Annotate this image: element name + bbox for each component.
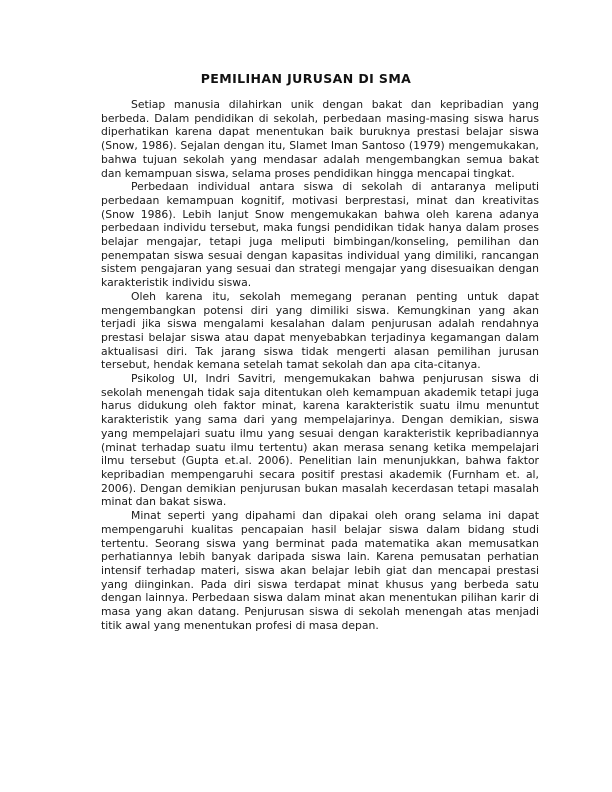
paragraph-2: Perbedaan individual antara siswa di sekolah di antaranya meliputi perbedaan kemampuan kognitif, motivasi berprestasi, minat dan kreativitas (Snow 1986). Lebih lanjut Snow mengemukakan bahwa oleh karena adanya perbedaan individu tersebut, maka fungsi pendidikan tidak hanya dalam proses belajar mengajar, tetapi juga meliputi bimbingan/konseling, pemilihan dan penempatan siswa sesuai dengan kapasitas individual yang dimiliki, rancangan sistem pengajaran yang sesuai dan strategi mengajar yang disesuaikan dengan karakteristik individu siswa. [101,180,539,290]
paragraph-5: Minat seperti yang dipahami dan dipakai oleh orang selama ini dapat mempengaruhi kualitas pencapaian hasil belajar siswa dalam bidang studi tertentu. Seorang siswa yang berminat pada matematika akan memusatkan perhatiannya lebih banyak daripada siswa lain. Karena pemusatan perhatian intensif terhadap materi, siswa akan belajar lebih giat dan mencapai prestasi yang diinginkan. Pada diri siswa terdapat minat khusus yang berbeda satu dengan lainnya. Perbedaan siswa dalam minat akan menentukan pilihan karir di masa yang akan datang. Penjurusan siswa di sekolah menengah atas menjadi titik awal yang menentukan profesi di masa depan. [101,509,539,632]
paragraph-3: Oleh karena itu, sekolah memegang peranan penting untuk dapat mengembangkan potensi diri yang dimiliki siswa. Kemungkinan yang akan terjadi jika siswa mengalami kesalahan dalam penjurusan adalah rendahnya prestasi belajar siswa atau dapat menyebabkan terjadinya kegamangan dalam aktualisasi diri. Tak jarang siswa tidak mengerti alasan pemilihan jurusan tersebut, hendak kemana setelah tamat sekolah dan apa cita-citanya. [101,289,539,372]
document-body [101,98,539,632]
document-title: PEMILIHAN JURUSAN DI SMA [200,71,412,86]
paragraph-4: Psikolog UI, Indri Savitri, mengemukakan bahwa penjurusan siswa di sekolah menengah tidak saja ditentukan oleh kemampuan akademik tetapi juga harus didukung oleh faktor minat, karena karakteristik suatu ilmu menuntut karakteristik yang sama dari yang mempelajarinya. Dengan demikian, siswa yang mempelajari suatu ilmu yang sesuai dengan karakteristik kepribadiannya (minat terhadap suatu ilmu tertentu) akan merasa senang ketika mempelajari ilmu tersebut (Gupta et.al. 2006). Penelitian lain menunjukkan, bahwa faktor kepribadian mempengaruhi secara positif prestasi akademik (Furnham et. al, 2006). Dengan demikian penjurusan bukan masalah kecerdasan tetapi masalah minat dan bakat siswa. [101,372,539,509]
paragraph-1: Setiap manusia dilahirkan unik dengan bakat dan kepribadian yang berbeda. Dalam pendidikan di sekolah, perbedaan masing-masing siswa harus diperhatikan karena dapat menentukan baik buruknya prestasi belajar siswa (Snow, 1986). Sejalan dengan itu, Slamet Iman Santoso (1979) mengemukakan, bahwa tujuan sekolah yang mendasar adalah mengembangkan semua bakat dan kemampuan siswa, selama proses pendidikan hingga mencapai tingkat. [101,98,539,180]
